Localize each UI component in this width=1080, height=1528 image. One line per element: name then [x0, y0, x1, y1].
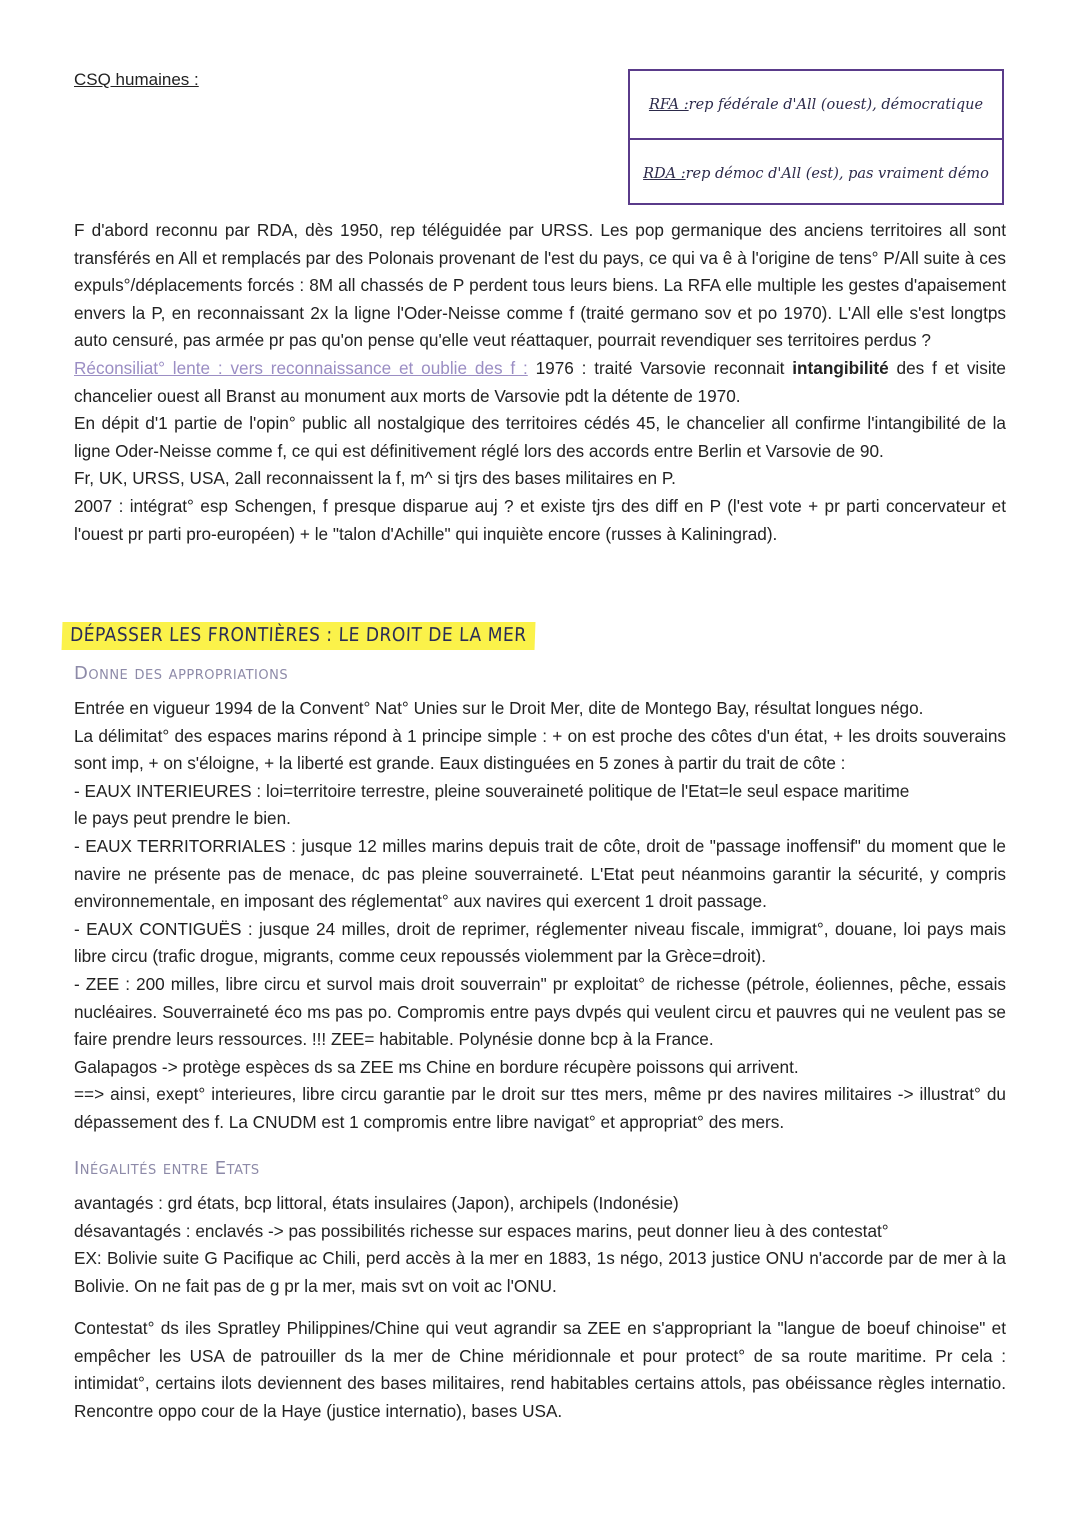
highlighted-heading: DÉPASSER LES FRONTIÈRES : LE DROIT DE LA MER	[62, 622, 536, 650]
paragraph: - EAUX CONTIGUËS : jusque 24 milles, droit de reprimer, réglementer niveau fiscale, immigrat°, douane, loi pays mais libre circu (trafic drogue, migrants, comme ceux repoussés violemment par la Grèce=droit).	[74, 918, 1006, 967]
definition-rda	[630, 138, 1002, 207]
subheading-inequalities: Inégalités entre Etats	[74, 1158, 260, 1179]
paragraph: EX: Bolivie suite G Pacifique ac Chili, perd accès à la mer en 1883, 1s négo, 2013 justice ONU n'accorde par de mer à la Bolivie. On ne fait pas de g pr la mer, mais svt on voit ac l'ONU.	[74, 1248, 1006, 1296]
paragraph: La délimitat° des espaces marins répond à 1 principe simple : + on est proche des côtes d'un état, + les droits souverains sont imp, + on s'éloigne, + la liberté est grande. Eaux distinguées en 5 zones à partir du trait de côte :	[74, 725, 1006, 774]
definitions-box	[628, 69, 1004, 205]
paragraph: - ZEE : 200 milles, libre circu et survol mais droit souverrain" pr exploitat° de richesse (pétrole, éoliennes, pêche, essais nucléaires. Souverraineté éco ms pas po. Compromis entre pays dvpés qui veulent circu et pauvres qui ne veulent pas se faire prendre leurs ressources. !!! ZEE= habitable. Polynésie donne bcp à la France.	[74, 973, 1006, 1050]
paragraph: F d'abord reconnu par RDA, dès 1950, rep téléguidée par URSS. Les pop germanique des anciens territoires all sont transférés en All et remplacés par des Polonais provenant de l'est du pays, ce qui va ê à l'origine de tens° P/All suite à ces expuls°/déplacements forcés : 8M all chassés de P perdent tous leurs biens. La RFA elle multiple les gestes d'apaisement envers la P, en reconnaissant 2x la ligne l'Oder-Neisse comme f (traité germano sov et po 1970). L'All elle s'est longtps auto censuré, pas armée pr pas qu'on pense qu'elle veut réattaquer, pourrait revendiquer ses territoires perdus ?	[74, 220, 1006, 351]
paragraph: avantagés : grd états, bcp littoral, états insulaires (Japon), archipels (Indonésie)	[74, 1193, 679, 1213]
reconciliation-link[interactable]: Réconsiliat° lente : vers reconnaissance et oublie des f :	[74, 357, 528, 378]
definition-text: rep démoc d'All (est), pas vraiment démo	[685, 165, 989, 182]
definition-text: rep fédérale d'All (ouest), démocratique	[688, 96, 984, 113]
definition-term: RFA :	[648, 96, 689, 113]
paragraph: ==> ainsi, exept° interieures, libre circu garantie par le droit sur ttes mers, même pr des navires militaires -> illustrat° du dépassement des f. La CNUDM est 1 compromis entre libre navigat° et appropriat° des mers.	[74, 1084, 1006, 1132]
paragraph: En dépit d'1 partie de l'opin° public all nostalgique des territoires cédés 45, le chancelier all confirme l'intangibilité de la ligne Oder-Neisse comme f, ce qui est définitivement réglé lors des accords entre Berlin et Varsovie de 90.	[74, 413, 1006, 461]
definition-rfa	[630, 71, 1002, 138]
bold-term: intangibilité	[792, 357, 889, 378]
paragraph: le pays peut prendre le bien.	[74, 808, 291, 829]
paragraph: - EAUX INTERIEURES : loi=territoire terrestre, pleine souveraineté politique de l'Etat=le seul espace maritime	[74, 780, 910, 801]
spratley-text	[74, 1315, 1006, 1425]
paragraph: Fr, UK, URSS, USA, 2all reconnaissent la f, m^ si tjrs des bases militaires en P.	[74, 468, 676, 489]
subheading-appropriations: Donne des appropriations	[74, 663, 289, 684]
paragraph: Entrée en vigueur 1994 de la Convent° Nat° Unies sur le Droit Mer, dite de Montego Bay, résultat longues négo.	[74, 698, 924, 718]
section-title: CSQ humaines :	[74, 70, 199, 89]
section2-text	[74, 695, 1006, 1137]
paragraph: Réconsiliat° lente : vers reconnaissance et oublie des f : 1976 : traité Varsovie reconnait intangibilité des f et visite chancelier ouest all Branst au monument aux morts de Varsovie pdt la détente de 1970.	[74, 357, 1006, 406]
paragraph: Galapagos -> protège espèces ds sa ZEE ms Chine en bordure récupère poissons qui arrivent.	[74, 1056, 799, 1077]
inequalities-text	[74, 1190, 1006, 1300]
section1-text	[74, 217, 1006, 548]
paragraph: désavantagés : enclavés -> pas possibilités richesse sur espaces marins, peut donner lieu à des contestat°	[74, 1220, 889, 1241]
definition-term: RDA :	[643, 165, 686, 182]
paragraph: - EAUX TERRITORRIALES : jusque 12 milles marins depuis trait de côte, droit de "passage inoffensif" du moment que le navire ne présente pas de menace, dc pas pleine souverraineté. L'Etat peut néanmoins garantir la sécurité, y compris environnementale, en imposant des réglementat° aux navires qui exercent 1 droit passage.	[74, 835, 1006, 912]
paragraph: Contestat° ds iles Spratley Philippines/Chine qui veut agrandir sa ZEE en s'appropriant la "langue de boeuf chinoise" et empêcher les USA de patrouiller ds la mer de Chine méridionnale et pour protect° de sa route maritime. Pr cela : intimidat°, certains ilots deviennent des bases militaires, rend habitables certains attols, pas obéissance règles internatio. Rencontre oppo cour de la Haye (justice internatio), bases USA.	[74, 1318, 1006, 1421]
paragraph: 2007 : intégrat° esp Schengen, f presque disparue auj ? et existe tjrs des diff en P (l'est vote + pr parti concervateur et l'ouest pr parti pro-européen) + le "talon d'Achille" qui inquiète encore (russes à Kaliningrad).	[74, 495, 1006, 544]
